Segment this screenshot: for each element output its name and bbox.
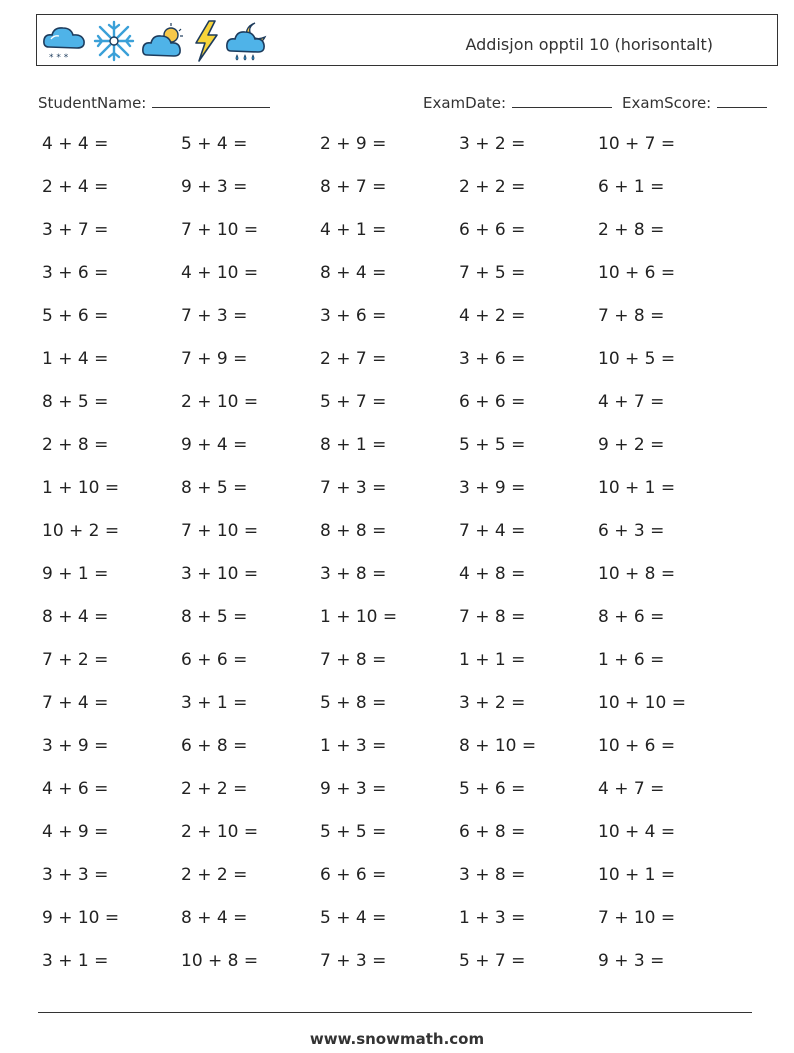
problem-item: 3 + 2 = [459,134,526,154]
problem-item: 8 + 7 = [320,177,387,197]
problem-item: 5 + 6 = [459,779,526,799]
problem-item: 1 + 10 = [42,478,120,498]
problem-item: 9 + 2 = [598,435,665,455]
problem-item: 6 + 1 = [598,177,665,197]
problem-item: 3 + 6 = [459,349,526,369]
problem-item: 5 + 6 = [42,306,109,326]
problem-item: 1 + 1 = [459,650,526,670]
problem-item: 5 + 7 = [459,951,526,971]
problem-item: 8 + 6 = [598,607,665,627]
problem-item: 8 + 4 = [320,263,387,283]
problem-item: 5 + 5 = [459,435,526,455]
problem-item: 4 + 7 = [598,392,665,412]
problem-item: 2 + 4 = [42,177,109,197]
problem-item: 3 + 9 = [42,736,109,756]
problem-item: 9 + 3 = [320,779,387,799]
problem-item: 8 + 8 = [320,521,387,541]
problem-item: 10 + 6 = [598,736,676,756]
problem-item: 7 + 4 = [42,693,109,713]
problem-item: 5 + 8 = [320,693,387,713]
problem-item: 9 + 10 = [42,908,120,928]
problem-item: 1 + 4 = [42,349,109,369]
problem-item: 4 + 8 = [459,564,526,584]
problem-item: 9 + 1 = [42,564,109,584]
exam-date-line[interactable] [512,92,612,108]
problem-item: 7 + 8 = [320,650,387,670]
problem-item: 10 + 10 = [598,693,686,713]
problem-item: 10 + 8 = [181,951,259,971]
problem-item: 8 + 4 = [42,607,109,627]
problem-item: 3 + 1 = [181,693,248,713]
svg-text:* * *: * * * [49,53,69,63]
problem-item: 2 + 8 = [42,435,109,455]
problem-item: 6 + 8 = [459,822,526,842]
exam-date-field[interactable] [423,92,612,112]
problem-item: 4 + 9 = [42,822,109,842]
problem-item: 8 + 10 = [459,736,537,756]
footer-site: www.snowmath.com [309,1030,485,1048]
problem-item: 4 + 2 = [459,306,526,326]
problem-item: 7 + 3 = [181,306,248,326]
problem-item: 6 + 3 = [598,521,665,541]
problem-item: 4 + 6 = [42,779,109,799]
problem-item: 6 + 6 = [459,220,526,240]
problem-item: 7 + 8 = [459,607,526,627]
problem-item: 7 + 4 = [459,521,526,541]
problem-item: 10 + 1 = [598,478,676,498]
problem-item: 4 + 4 = [42,134,109,154]
problem-item: 7 + 3 = [320,951,387,971]
problem-item: 4 + 10 = [181,263,259,283]
problem-item: 9 + 3 = [181,177,248,197]
problem-item: 3 + 2 = [459,693,526,713]
problem-item: 5 + 7 = [320,392,387,412]
problem-item: 4 + 1 = [320,220,387,240]
problem-item: 7 + 9 = [181,349,248,369]
cloud-snow-icon [41,19,87,63]
problem-item: 7 + 8 = [598,306,665,326]
problem-item: 2 + 8 = [598,220,665,240]
problem-item: 3 + 8 = [320,564,387,584]
problem-item: 1 + 10 = [320,607,398,627]
problem-item: 7 + 10 = [598,908,676,928]
problem-item: 9 + 3 = [598,951,665,971]
problem-item: 6 + 6 = [459,392,526,412]
problem-item: 10 + 1 = [598,865,676,885]
cloud-moon-rain-icon [225,19,271,63]
exam-score-line[interactable] [717,92,767,108]
problem-item: 2 + 10 = [181,392,259,412]
problem-item: 10 + 5 = [598,349,676,369]
snowflake-icon [91,19,137,63]
problem-item: 2 + 2 = [181,865,248,885]
problem-item: 3 + 3 = [42,865,109,885]
problem-item: 2 + 2 = [181,779,248,799]
exam-score-field[interactable] [622,92,767,112]
problem-item: 1 + 3 = [320,736,387,756]
problem-item: 6 + 8 = [181,736,248,756]
problem-item: 1 + 3 = [459,908,526,928]
footer-divider [38,1012,752,1013]
problem-item: 3 + 9 = [459,478,526,498]
problem-item: 10 + 7 = [598,134,676,154]
problem-item: 3 + 6 = [320,306,387,326]
problem-item: 7 + 10 = [181,521,259,541]
problem-item: 7 + 3 = [320,478,387,498]
problem-item: 2 + 2 = [459,177,526,197]
problem-item: 10 + 8 = [598,564,676,584]
problem-item: 7 + 10 = [181,220,259,240]
problem-item: 5 + 4 = [320,908,387,928]
problem-item: 2 + 7 = [320,349,387,369]
problem-item: 3 + 1 = [42,951,109,971]
problem-item: 7 + 2 = [42,650,109,670]
worksheet-header [36,14,778,66]
exam-date-label: ExamDate: [423,94,507,112]
problem-item: 10 + 6 = [598,263,676,283]
problem-item: 8 + 5 = [181,607,248,627]
problem-item: 10 + 4 = [598,822,676,842]
problem-item: 9 + 4 = [181,435,248,455]
problem-item: 6 + 6 = [181,650,248,670]
problem-item: 5 + 4 = [181,134,248,154]
problem-item: 8 + 5 = [181,478,248,498]
student-name-line[interactable] [152,92,270,108]
weather-icons [41,17,271,65]
problem-item: 3 + 10 = [181,564,259,584]
problem-item: 6 + 6 = [320,865,387,885]
problem-item: 3 + 6 = [42,263,109,283]
problem-item: 8 + 1 = [320,435,387,455]
problem-item: 8 + 4 = [181,908,248,928]
problem-item: 3 + 8 = [459,865,526,885]
problem-item: 2 + 9 = [320,134,387,154]
problem-item: 8 + 5 = [42,392,109,412]
problem-item: 3 + 7 = [42,220,109,240]
cloud-sun-icon [141,19,187,63]
student-name-label: StudentName: [38,94,147,112]
student-name-field[interactable] [38,92,270,112]
lightning-icon [191,19,221,63]
problem-item: 4 + 7 = [598,779,665,799]
problem-item: 7 + 5 = [459,263,526,283]
problem-item: 2 + 10 = [181,822,259,842]
problem-item: 5 + 5 = [320,822,387,842]
problem-item: 1 + 6 = [598,650,665,670]
problem-item: 10 + 2 = [42,521,120,541]
worksheet-title: Addisjon opptil 10 (horisontalt) [465,35,713,54]
exam-score-label: ExamScore: [622,94,712,112]
